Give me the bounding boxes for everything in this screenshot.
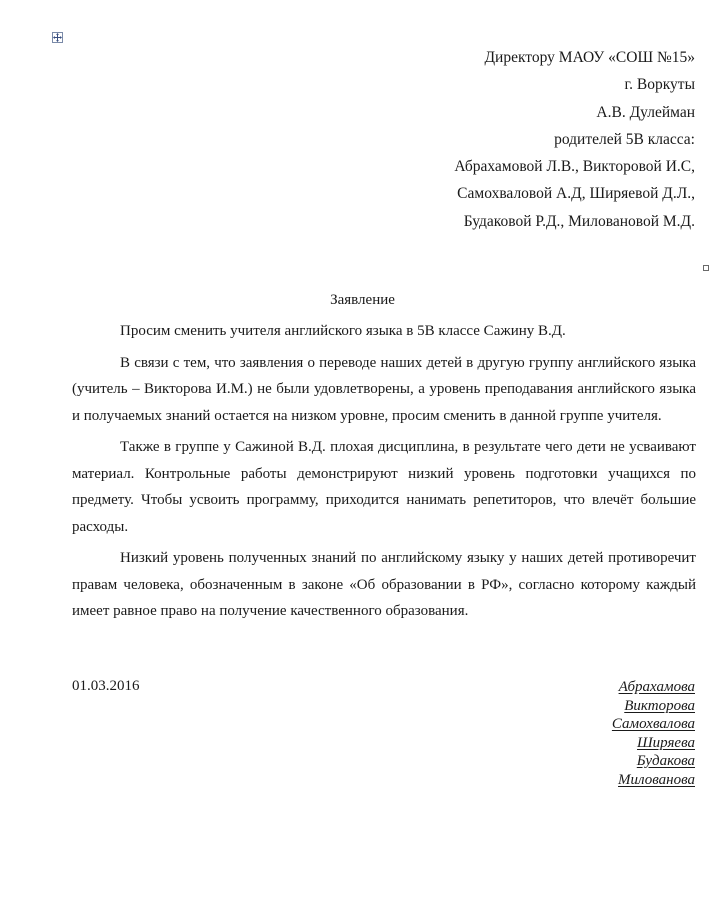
signature-list	[612, 678, 695, 789]
signature: Абрахамова	[618, 679, 695, 695]
paragraph: Также в группе у Сажиной В.Д. плохая дисциплина, в результате чего дети не усваивают материал. Контрольные работы демонстрируют низкий уровень подготовки учащихся по предмету. Чтобы усвоить программу, приходится нанимать репетиторов, что влечёт большие расходы.	[72, 439, 696, 535]
signature: Ширяева	[637, 734, 695, 751]
paragraph: В связи с тем, что заявления о переводе наших детей в другую группу английского языка (учитель – Викторова И.М.) не были удовлетворены, а уровень преподавания английского языка и получаемых знаний остается на низком уровне, просим сменить в данной группе учителя.	[72, 354, 696, 424]
document-title: Заявление	[330, 292, 395, 308]
document-body	[72, 318, 696, 625]
document-date: 01.03.2016	[72, 678, 140, 694]
addressee-line: А.В. Дулейман	[596, 103, 695, 121]
table-move-handle-icon[interactable]	[52, 32, 63, 43]
addressee-block	[454, 44, 695, 235]
addressee-line: родителей 5В класса:	[554, 130, 695, 148]
signature: Милованова	[618, 771, 695, 788]
addressee-line: г. Воркуты	[624, 76, 695, 94]
paragraph: Низкий уровень полученных знаний по английскому языку у наших детей противоречит правам человека, обозначенным в законе «Об образовании в РФ», согласно которому каждый имеет равное право на получение качественного образования.	[72, 550, 696, 619]
addressee-line: Абрахамовой Л.В., Викторовой И.С,	[454, 158, 695, 176]
signature: Будакова	[636, 753, 695, 769]
signature: Самохвалова	[611, 716, 695, 732]
addressee-line: Директору МАОУ «СОШ №15»	[484, 49, 695, 66]
addressee-line: Будаковой Р.Д., Миловановой М.Д.	[463, 212, 695, 230]
paragraph: Просим сменить учителя английского языка в 5В классе Сажину В.Д.	[120, 323, 566, 339]
table-resize-handle-icon[interactable]	[703, 265, 709, 271]
addressee-line: Самохваловой А.Д, Ширяевой Д.Л.,	[457, 185, 695, 203]
signature: Викторова	[624, 697, 695, 714]
